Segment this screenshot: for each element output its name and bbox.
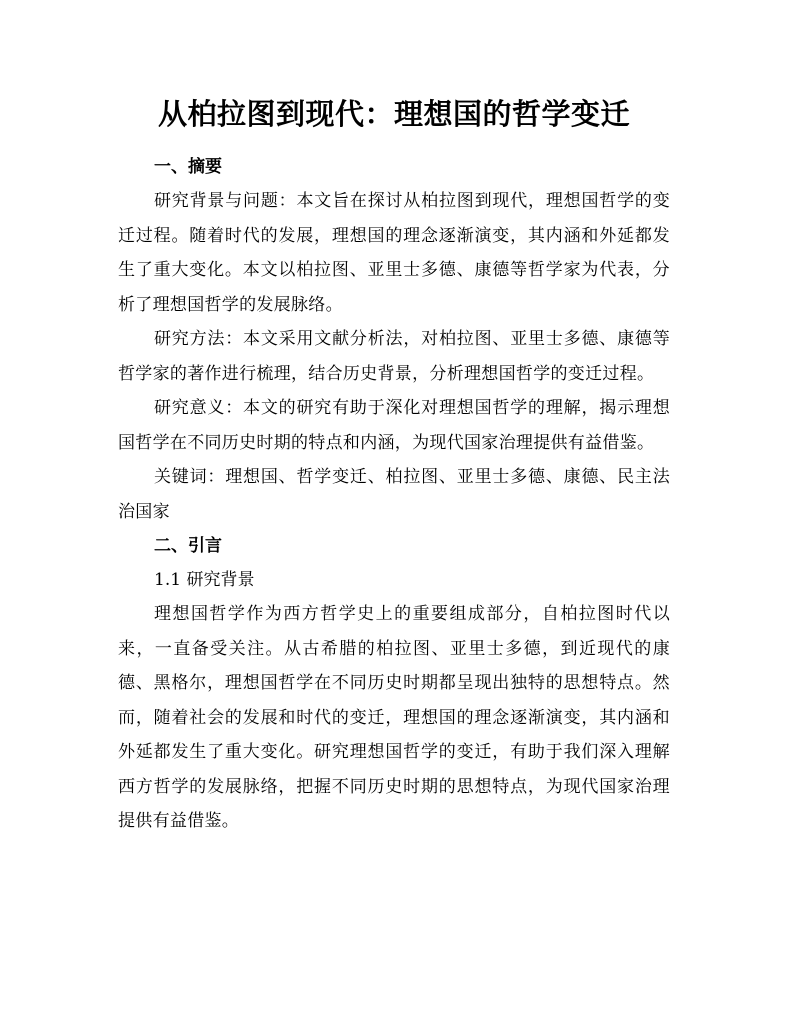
research-background-subheading: 1.1 研究背景 xyxy=(154,570,255,590)
introduction-heading: 二、引言 xyxy=(154,536,222,556)
abstract-keywords-paragraph: 关键词：理想国、哲学变迁、柏拉图、亚里士多德、康德、民主法治国家 xyxy=(118,467,670,522)
document-title: 从柏拉图到现代：理想国的哲学变迁 xyxy=(157,97,630,131)
abstract-significance-paragraph: 研究意义：本文的研究有助于深化对理想国哲学的理解，揭示理想国哲学在不同历史时期的特点和内涵，为现代国家治理提供有益借鉴。 xyxy=(118,398,670,453)
abstract-heading: 一、摘要 xyxy=(154,157,222,177)
abstract-method-paragraph: 研究方法：本文采用文献分析法，对柏拉图、亚里士多德、康德等哲学家的著作进行梳理，结合历史背景，分析理想国哲学的变迁过程。 xyxy=(118,329,670,384)
document-page xyxy=(118,92,670,839)
abstract-background-paragraph: 研究背景与问题：本文旨在探讨从柏拉图到现代，理想国哲学的变迁过程。随着时代的发展，理想国的理念逐渐演变，其内涵和外延都发生了重大变化。本文以柏拉图、亚里士多德、康德等哲学家为代表，分析了理想国哲学的发展脉络。 xyxy=(118,191,670,315)
introduction-paragraph: 理想国哲学作为西方哲学史上的重要组成部分，自柏拉图时代以来，一直备受关注。从古希腊的柏拉图、亚里士多德，到近现代的康德、黑格尔，理想国哲学在不同历史时期都呈现出独特的思想特点。然而，随着社会的发展和时代的变迁，理想国的理念逐渐演变，其内涵和外延都发生了重大变化。研究理想国哲学的变迁，有助于我们深入理解西方哲学的发展脉络，把握不同历史时期的思想特点，为现代国家治理提供有益借鉴。 xyxy=(118,604,670,831)
